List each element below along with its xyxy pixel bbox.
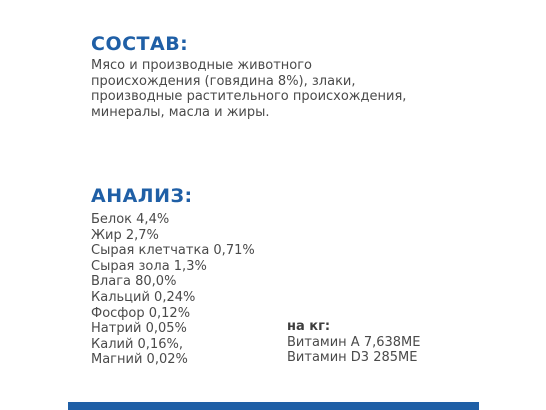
composition-line: производные растительного происхождения, xyxy=(91,89,407,104)
analysis-item-crude-fiber: Сырая клетчатка 0,71% xyxy=(91,243,255,259)
analysis-item-sodium: Натрий 0,05% xyxy=(91,321,187,337)
analysis-item-potassium: Калий 0,16%, xyxy=(91,336,183,352)
analysis-item-fat: Жир 2,7% xyxy=(91,227,159,243)
analysis-heading: АНАЛИЗ: xyxy=(91,185,193,207)
composition-text xyxy=(91,58,451,120)
analysis-item-moisture: Влага 80,0% xyxy=(91,274,177,290)
per-kg-item-vitamin-a: Витамин А 7,638МЕ xyxy=(287,334,421,350)
analysis-item-protein: Белок 4,4% xyxy=(91,212,170,227)
composition-line: минералы, масла и жиры. xyxy=(91,104,270,120)
analysis-item-calcium: Кальций 0,24% xyxy=(91,289,196,305)
analysis-item-crude-ash: Сырая зола 1,3% xyxy=(91,258,207,274)
per-kg-item-vitamin-d3: Витамин D3 285МЕ xyxy=(287,350,418,366)
per-kg-block xyxy=(287,319,420,366)
composition-line: происхождения (говядина 8%), злаки, xyxy=(91,73,356,89)
analysis-item-magnesium: Магний 0,02% xyxy=(91,352,188,368)
per-kg-title: на кг: xyxy=(287,319,331,334)
bottom-accent-bar xyxy=(68,402,479,410)
composition-heading: СОСТАВ: xyxy=(91,33,189,55)
analysis-item-phosphorus: Фосфор 0,12% xyxy=(91,305,191,321)
composition-line: Мясо и производные животного xyxy=(91,58,312,73)
analysis-list xyxy=(91,212,255,368)
